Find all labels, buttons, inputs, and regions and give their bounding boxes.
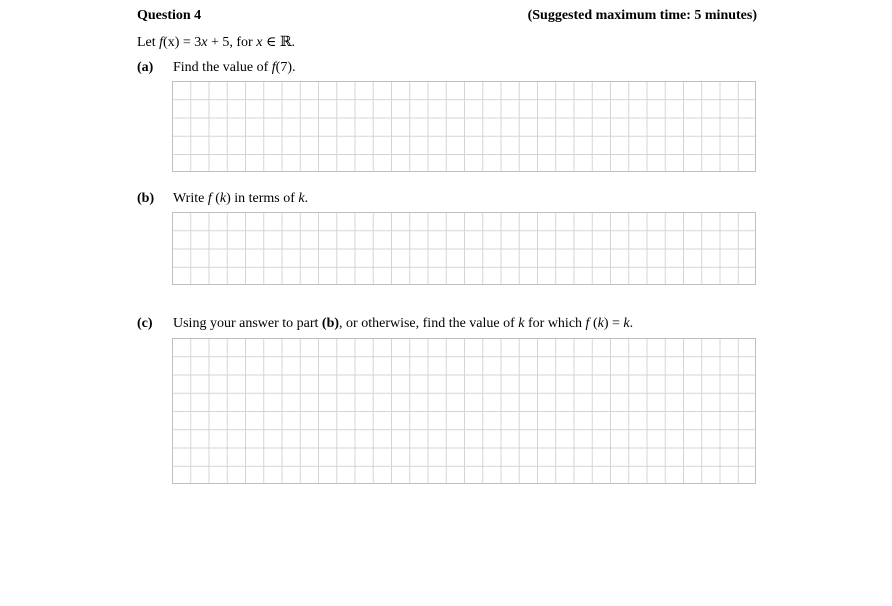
part-c-reference: (b) xyxy=(321,316,340,331)
plus-five-for: + 5, for xyxy=(211,35,253,50)
part-b-period: . xyxy=(304,191,309,206)
part-c-middle-text: , or otherwise, find the value of xyxy=(339,316,515,331)
part-b-middle-text: in terms of xyxy=(234,191,295,206)
part-c-period: . xyxy=(629,316,634,331)
part-c-label: (c) xyxy=(137,316,153,331)
part-a-question xyxy=(173,60,295,76)
part-c-function-symbol: f xyxy=(585,316,590,331)
function-argument: (x) xyxy=(163,35,180,50)
variable-x: x xyxy=(201,35,208,50)
equals-three: = 3 xyxy=(182,35,202,50)
part-c-close-paren: ) xyxy=(603,316,609,331)
part-c-text: Using your answer to part xyxy=(173,316,319,331)
real-numbers-set: ∈ ℝ. xyxy=(265,35,295,50)
suggested-time-note: (Suggested maximum time: 5 minutes) xyxy=(527,8,757,23)
part-b-question xyxy=(173,191,308,207)
function-symbol: f xyxy=(159,35,164,50)
part-a-text: Find the value of xyxy=(173,60,269,75)
part-b-close-paren: ) xyxy=(226,191,231,206)
part-b-variable-k2: k xyxy=(298,191,305,206)
function-definition xyxy=(137,35,295,51)
part-c-variable-k: k xyxy=(518,316,525,331)
answer-grid-c[interactable] xyxy=(172,338,756,484)
part-c-equals: = xyxy=(612,316,620,331)
part-c-variable-k3: k xyxy=(623,316,630,331)
part-c-variable-k2: k xyxy=(597,316,604,331)
part-a-argument: (7). xyxy=(275,60,296,75)
let-word: Let xyxy=(137,35,156,50)
part-a-function-symbol: f xyxy=(271,60,276,75)
part-c-for-which: for which xyxy=(528,316,583,331)
part-b-label: (b) xyxy=(137,191,155,206)
part-c-open-paren: ( xyxy=(592,316,598,331)
question-title: Question 4 xyxy=(137,8,202,23)
variable-x-domain: x xyxy=(256,35,263,50)
part-a-label: (a) xyxy=(137,60,154,75)
part-b-function-symbol: f xyxy=(207,191,212,206)
part-c-question xyxy=(173,316,633,332)
answer-grid-a[interactable] xyxy=(172,81,756,172)
part-b-text: Write xyxy=(173,191,205,206)
answer-grid-b[interactable] xyxy=(172,212,756,285)
part-b-variable-k: k xyxy=(219,191,227,206)
part-b-open-paren: ( xyxy=(215,191,220,206)
